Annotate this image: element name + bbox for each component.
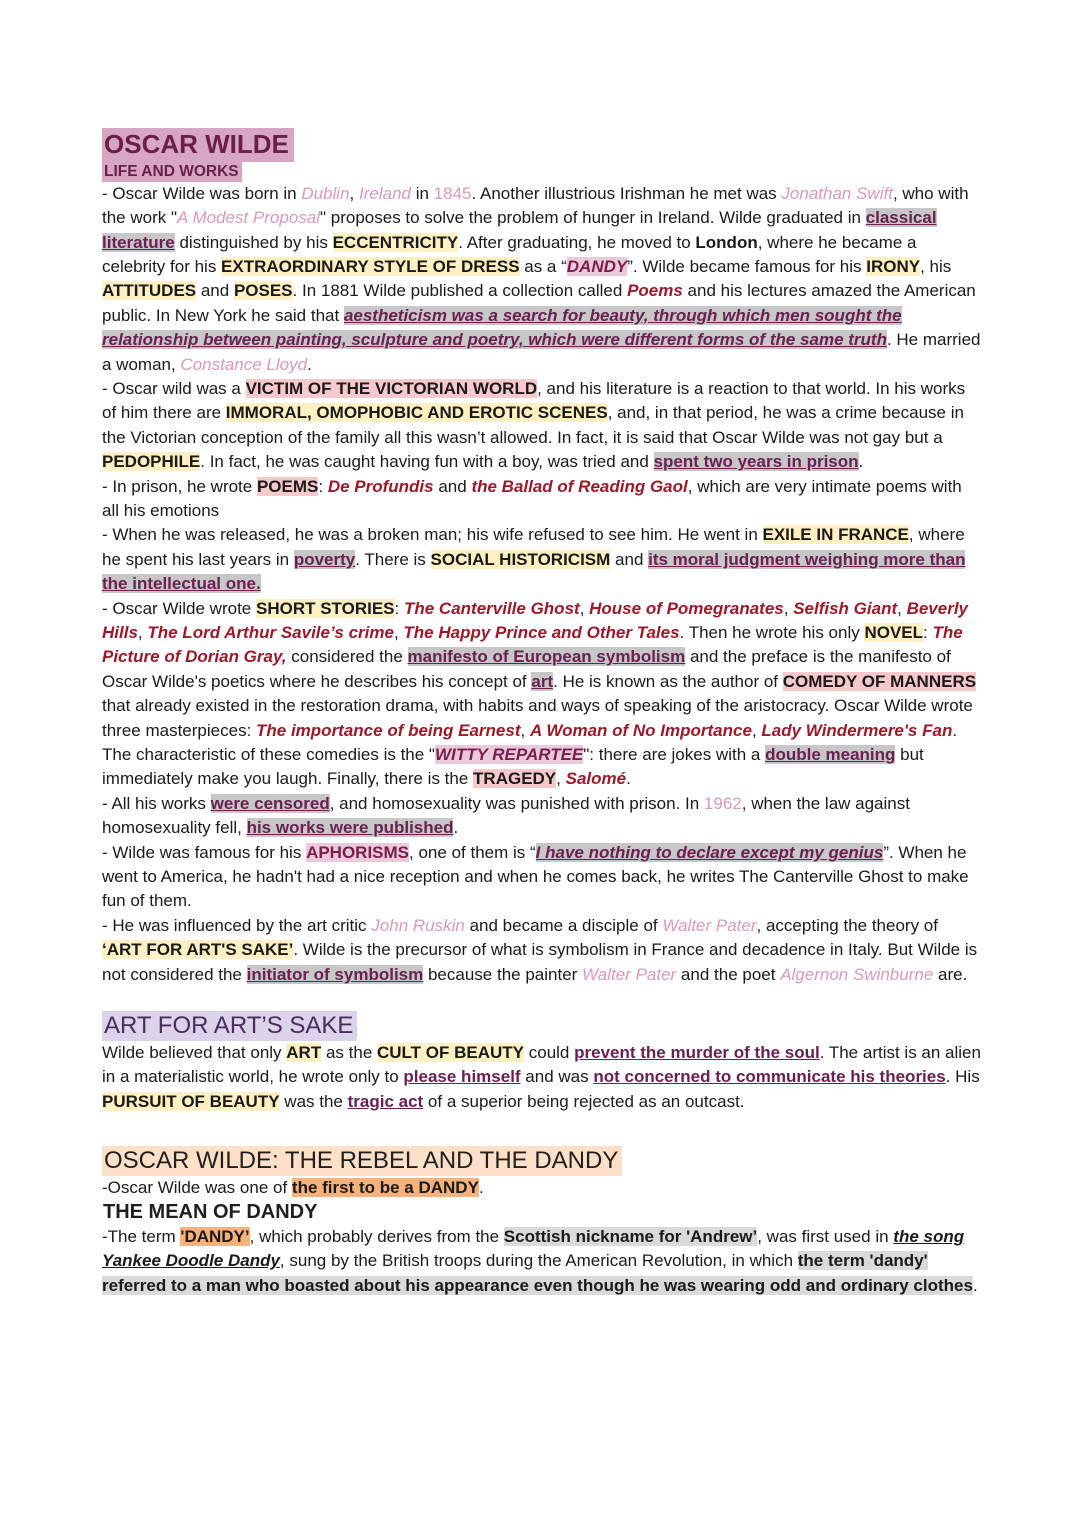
highlighted-text: 1845 xyxy=(433,183,472,203)
paragraph-exile xyxy=(102,523,982,596)
text-run: - In prison, he wrote xyxy=(102,476,257,496)
paragraph-aphorisms xyxy=(102,841,982,914)
text-run: as a “ xyxy=(519,256,567,276)
text-run: could xyxy=(524,1042,575,1062)
paragraph-works xyxy=(102,597,982,792)
text-run: . Another illustrious Irishman he met was xyxy=(471,183,782,203)
highlighted-text: DANDY xyxy=(566,256,628,276)
text-run: , xyxy=(556,769,566,789)
text-run: - All his works xyxy=(102,793,211,813)
text-run: of a superior being rejected as an outcast. xyxy=(423,1091,745,1111)
highlighted-text: Dublin xyxy=(301,183,350,203)
text-run: considered the xyxy=(286,647,408,667)
text-run: . His xyxy=(945,1067,980,1087)
text-run: and xyxy=(196,281,234,301)
text-run: , xyxy=(520,720,530,740)
text-run: - Oscar Wilde wrote xyxy=(102,598,256,618)
highlighted-text: POSES xyxy=(233,281,293,301)
text-run: . In fact, he was caught having fun with a boy, was tried and xyxy=(200,452,654,472)
text-run: and xyxy=(610,549,649,569)
highlighted-text: ECCENTRICITY xyxy=(332,232,459,252)
text-run: - When he was released, he was a broken man; his wife refused to see him. He went in xyxy=(102,525,763,545)
highlighted-text: classical literature xyxy=(102,208,937,252)
highlighted-text: A Modest Proposal xyxy=(177,208,321,228)
highlighted-text: SOCIAL HISTORICISM xyxy=(430,549,611,569)
text-run: in xyxy=(410,183,434,203)
highlighted-text: the term 'dandy' referred to a man who boasted about his appearance even though he was wearing odd and ordinary clothes xyxy=(102,1251,973,1295)
highlighted-text: Ireland xyxy=(359,183,411,203)
highlighted-text: initiator of symbolism xyxy=(246,964,424,984)
highlighted-text: The Happy Prince and Other Tales xyxy=(403,623,680,643)
text-run: , and, in that period, he was a crime because in the Victorian conception of the family all this wasn’t allowed. In fact, it is said that Oscar Wilde was not gay but a xyxy=(102,403,964,447)
text-run: - He was influenced by the art critic xyxy=(102,915,372,935)
highlighted-text: were censored xyxy=(210,793,330,813)
highlighted-text: SHORT STORIES xyxy=(255,598,395,618)
mean-of-dandy-heading: THE MEAN OF DANDY xyxy=(103,1200,318,1223)
highlighted-text: ATTITUDES xyxy=(102,281,197,301)
highlighted-text: Jonathan Swift xyxy=(781,183,893,203)
highlighted-text: APHORISMS xyxy=(306,842,410,862)
text-run: , and his literature is a reaction to that world. In his works of him there are xyxy=(102,378,966,423)
paragraph-art xyxy=(102,1041,982,1114)
highlighted-text: tragic act xyxy=(347,1091,424,1111)
text-run: , and homosexuality was punished with prison. In xyxy=(329,793,704,813)
highlighted-text: House of Pomegranates xyxy=(589,598,784,618)
highlighted-text: 'DANDY’ xyxy=(180,1226,250,1246)
text-run: , one of them is “ xyxy=(409,842,536,862)
highlighted-text: Walter Pater xyxy=(582,964,677,984)
text-run: , xyxy=(897,598,907,618)
highlighted-text: double meaning xyxy=(765,745,896,765)
text-run: . xyxy=(478,1177,484,1197)
text-run: that already existed in the restoration drama, with habits and ways of speaking of the aristocracy. Oscar Wilde wrote three masterpieces: xyxy=(102,696,973,740)
highlighted-text: TRAGEDY xyxy=(473,769,557,789)
document-page xyxy=(102,128,982,1298)
highlighted-text: ‘ART FOR ART'S SAKE’ xyxy=(102,940,294,960)
highlighted-text: poverty xyxy=(293,549,356,569)
highlighted-text: A Woman of No Importance xyxy=(529,720,752,740)
text-run: ”. Wilde became famous for his xyxy=(627,256,867,276)
text-run: and his lectures amazed the American public. In New York he said that xyxy=(102,281,976,325)
text-run: and became a disciple of xyxy=(464,915,663,935)
text-run: . xyxy=(453,818,459,838)
text-run: and was xyxy=(520,1067,594,1087)
text-run: but immediately make you laugh. Finally, there is the xyxy=(102,745,924,789)
text-run: , xyxy=(137,623,148,643)
highlighted-text: COMEDY OF MANNERS xyxy=(782,671,977,691)
text-run: , xyxy=(349,183,359,203)
paragraph-censorship xyxy=(102,792,982,841)
text-run: , where he became a celebrity for his xyxy=(102,232,917,276)
highlighted-text: The Picture of Dorian Gray, xyxy=(102,623,963,667)
title-heading: OSCAR WILDE xyxy=(102,128,294,162)
art-for-arts-sake-heading: ART FOR ART’S SAKE xyxy=(102,1011,357,1041)
text-run: . In 1881 Wilde published a collection called xyxy=(292,281,628,301)
highlighted-text: De Profundis xyxy=(327,476,434,496)
text-run: - Wilde was famous for his xyxy=(102,842,307,862)
highlighted-text: CULT OF BEAUTY xyxy=(377,1042,525,1062)
highlighted-text: ART xyxy=(286,1042,322,1062)
text-run: -The term xyxy=(102,1226,181,1246)
text-run: . Wilde is the precursor of what is symbolism in France and decadence in Italy. But Wilde is not considered the xyxy=(102,940,978,984)
text-run: , where he spent his last years in xyxy=(102,525,965,569)
rebel-dandy-heading: OSCAR WILDE: THE REBEL AND THE DANDY xyxy=(102,1146,622,1176)
text-run: -Oscar Wilde was one of xyxy=(102,1177,292,1197)
highlighted-text: Constance Lloyd xyxy=(180,354,308,374)
highlighted-text: POEMS xyxy=(256,476,319,496)
text-run: , which are very intimate poems with all his emotions xyxy=(102,476,962,520)
text-run: : xyxy=(318,476,328,496)
highlighted-text: its moral judgment weighing more than the intellectual one. xyxy=(102,549,966,594)
text-run: Wilde believed that only xyxy=(102,1042,287,1062)
text-run: are. xyxy=(933,964,968,984)
paragraph-first-dandy xyxy=(102,1176,982,1200)
text-run: ”. When he went to America, he hadn't had a nice reception and when he comes back, he writes The Canterville Ghost to make fun of them. xyxy=(102,842,969,911)
text-run: . Then he wrote his only xyxy=(679,623,865,643)
text-run: , was first used in xyxy=(757,1226,894,1246)
highlighted-text: his works were published xyxy=(246,818,454,838)
highlighted-text: I have nothing to declare except my genius xyxy=(535,842,884,862)
highlighted-text: IMMORAL, OMOPHOBIC AND EROTIC SCENES xyxy=(225,403,608,423)
text-run: , xyxy=(783,598,794,618)
text-run: , xyxy=(579,598,590,618)
highlighted-text: 1962 xyxy=(703,793,742,813)
text-run: . After graduating, he moved to xyxy=(458,232,696,252)
text-run: . xyxy=(858,452,864,472)
text-run: was the xyxy=(279,1091,348,1111)
text-run: : xyxy=(394,598,404,618)
highlighted-text: Salomé xyxy=(565,769,627,789)
text-run: , which probably derives from the xyxy=(249,1226,504,1246)
text-run: . xyxy=(307,354,312,374)
text-run: , accepting the theory of xyxy=(756,915,938,935)
text-run: . xyxy=(972,1275,978,1295)
text-run: , who with the work " xyxy=(102,183,969,228)
text-run: because the painter xyxy=(423,964,583,984)
highlighted-text: NOVEL xyxy=(864,623,924,643)
text-run: " proposes to solve the problem of hunger in Ireland. Wilde graduated in xyxy=(320,208,866,228)
highlighted-text: EXILE IN FRANCE xyxy=(762,525,909,545)
text-run: , his xyxy=(920,256,952,276)
highlighted-text: the song Yankee Doodle Dandy xyxy=(102,1226,965,1271)
highlighted-text: EXTRAORDINARY STYLE OF DRESS xyxy=(221,256,520,276)
highlighted-text: The Lord Arthur Savile’s crime xyxy=(147,623,394,643)
highlighted-text: Beverly Hills xyxy=(102,598,969,643)
highlighted-text: Scottish nickname for 'Andrew’ xyxy=(503,1226,758,1246)
life-and-works-heading: LIFE AND WORKS xyxy=(102,162,242,182)
highlighted-text: the first to be a DANDY xyxy=(291,1177,479,1197)
text-run: ": there are jokes with a xyxy=(583,745,766,765)
text-run: , sung by the British troops during the American Revolution, in which xyxy=(279,1251,798,1271)
highlighted-text: manifesto of European symbolism xyxy=(407,647,686,667)
paragraph-influences xyxy=(102,914,982,987)
highlighted-text: not concerned to communicate his theories xyxy=(593,1067,946,1087)
highlighted-text: PEDOPHILE xyxy=(102,452,201,472)
paragraph-dandy-term xyxy=(102,1225,982,1298)
highlighted-text: prevent the murder of the soul xyxy=(574,1042,820,1062)
paragraph-prison xyxy=(102,475,982,524)
text-run: . xyxy=(626,769,631,789)
highlighted-text: IRONY xyxy=(866,256,921,276)
text-run: , when the law against homosexuality fell, xyxy=(102,793,910,838)
text-run: . The artist is an alien in a materialistic world, he wrote only to xyxy=(102,1042,981,1087)
highlighted-text: aestheticism was a search for beauty, through which men sought the relationship between painting, sculpture and poetry, which were different forms of the same truth xyxy=(102,305,902,350)
text-run: , xyxy=(751,720,762,740)
text-run: . There is xyxy=(355,549,431,569)
text-run: as the xyxy=(321,1042,377,1062)
highlighted-text: spent two years in prison xyxy=(653,452,859,472)
highlighted-text: please himself xyxy=(403,1067,521,1087)
highlighted-text: PURSUIT OF BEAUTY xyxy=(102,1091,280,1111)
highlighted-text: Selfish Giant xyxy=(793,598,898,618)
text-run: : xyxy=(923,623,933,643)
text-run: and xyxy=(433,476,472,496)
highlighted-text: The importance of being Earnest xyxy=(256,720,521,740)
highlighted-text: The Canterville Ghost xyxy=(403,598,580,618)
text-run: and the poet xyxy=(676,964,781,984)
text-run: distinguished by his xyxy=(174,232,333,252)
highlighted-text: London xyxy=(695,232,758,252)
highlighted-text: the Ballad of Reading Gaol xyxy=(471,476,688,496)
highlighted-text: Poems xyxy=(627,281,683,301)
paragraph-victorian xyxy=(102,377,982,475)
highlighted-text: Algernon Swinburne xyxy=(780,964,934,984)
text-run: - Oscar Wilde was born in xyxy=(102,183,302,203)
highlighted-text: art xyxy=(531,671,554,691)
highlighted-text: Walter Pater xyxy=(662,915,757,935)
highlighted-text: Lady Windermere's Fan xyxy=(761,720,953,740)
text-run: and the preface is the manifesto of Oscar Wilde's poetics where he describes his concept of xyxy=(102,647,951,691)
highlighted-text: VICTIM OF THE VICTORIAN WORLD xyxy=(245,378,538,398)
paragraph-birth xyxy=(102,182,982,377)
highlighted-text: WITTY REPARTEE xyxy=(434,745,584,765)
text-run: - Oscar wild was a xyxy=(102,378,246,398)
text-run: . The characteristic of these comedies is the " xyxy=(102,720,958,765)
text-run: . He married a woman, xyxy=(102,330,981,374)
text-run: , xyxy=(393,623,404,643)
text-run: . He is known as the author of xyxy=(553,671,783,691)
highlighted-text: John Ruskin xyxy=(371,915,465,935)
